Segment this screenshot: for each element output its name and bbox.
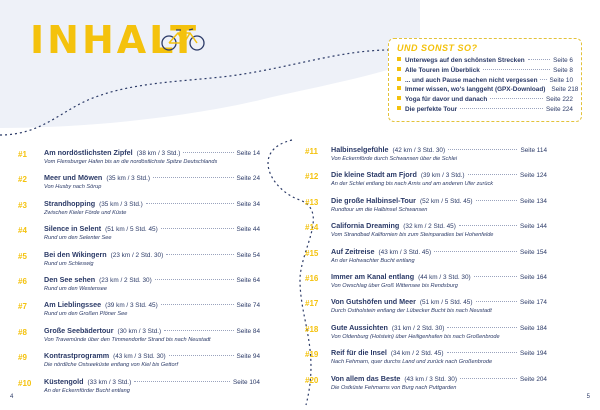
tour-description: An der Eckernförder Bucht entlang <box>44 387 130 394</box>
tour-meta: (51 km / 5 Std. 45) <box>105 226 158 234</box>
tour-page: Seite 74 <box>236 302 260 310</box>
extras-item-page: Seite 224 <box>545 105 573 113</box>
bicycle-icon <box>160 27 206 51</box>
tour-meta: (33 km / 3 Std.) <box>87 378 132 386</box>
tour-title: Am Lieblingssee <box>44 300 102 310</box>
tour-entry[interactable] <box>18 224 260 249</box>
tour-page: Seite 34 <box>236 200 260 208</box>
tour-number: #4 <box>18 226 27 236</box>
tour-number: #7 <box>18 302 27 312</box>
tour-meta: (43 km / 3 Std. 45) <box>378 248 432 256</box>
bullet-square-icon <box>397 57 401 61</box>
tour-entry[interactable] <box>18 148 260 173</box>
bullet-square-icon <box>397 96 401 100</box>
tour-meta: (35 km / 3 Std.) <box>106 175 150 183</box>
tour-entry[interactable] <box>305 272 547 297</box>
extras-item[interactable] <box>397 77 573 87</box>
tour-list-left <box>18 148 260 402</box>
tour-title: Bei den Wikingern <box>44 249 107 259</box>
page-title: INHALT <box>30 18 199 62</box>
tour-number: #15 <box>305 248 319 258</box>
extras-item[interactable] <box>397 86 579 96</box>
tour-page: Seite 204 <box>519 375 547 383</box>
tour-description: Rund um den Großen Plöner See <box>44 311 128 318</box>
tour-meta: (35 km / 3 Std.) <box>99 200 143 208</box>
tour-description: Nach Fehmarn, quer durchs Land und zurück nach Großenbrode <box>331 359 493 366</box>
tour-entry[interactable] <box>18 199 260 224</box>
tour-title: Gute Aussichten <box>331 322 388 332</box>
tour-page: Seite 64 <box>236 276 260 284</box>
tour-title: Von allem das Beste <box>331 373 401 383</box>
tour-title: Halbinselgefühle <box>331 145 389 154</box>
tour-entry[interactable] <box>18 326 260 351</box>
tour-description: Von Husby nach Sörup <box>44 184 102 191</box>
tour-page: Seite 104 <box>232 378 260 386</box>
extras-item-page: Seite 8 <box>553 66 573 74</box>
tour-page: Seite 174 <box>519 299 547 307</box>
tour-number: #3 <box>18 200 27 210</box>
bullet-square-icon <box>397 106 401 110</box>
tour-meta: (38 km / 3 Std.) <box>136 150 181 157</box>
extras-item-label: Alle Touren im Überblick <box>405 66 480 74</box>
tour-entry[interactable] <box>305 323 547 348</box>
tour-description: Rund um Schleswig <box>44 260 94 267</box>
tour-entry[interactable] <box>305 297 547 322</box>
extras-item[interactable] <box>397 96 573 106</box>
tour-title: Silence in Selent <box>44 224 102 234</box>
tour-entry[interactable] <box>305 145 547 170</box>
tour-title: Die große Halbinsel-Tour <box>331 195 416 205</box>
tour-entry[interactable] <box>305 170 547 195</box>
page-number-left: 4 <box>10 394 14 400</box>
tour-page: Seite 54 <box>236 251 260 259</box>
tour-number: #9 <box>18 353 27 363</box>
tour-description: Vom Flensburger Hafen bis an die nordöstlichste Spitze Deutschlands <box>44 159 218 165</box>
tour-description: Die nördliche Ostseeküste entlang von Kiel bis Gettorf <box>44 362 179 369</box>
tour-entry[interactable] <box>305 348 547 373</box>
tour-entry[interactable] <box>305 221 547 246</box>
tour-entry[interactable] <box>305 374 547 399</box>
tour-number: #10 <box>18 378 32 388</box>
tour-title: California Dreaming <box>331 221 400 231</box>
tour-meta: (42 km / 3 Std. 30) <box>392 147 446 154</box>
tour-description: An der Hohwachter Bucht entlang <box>331 257 415 264</box>
extras-item-page: Seite 6 <box>553 57 573 64</box>
tour-number: #8 <box>18 327 27 337</box>
tour-page: Seite 124 <box>519 172 547 180</box>
extras-box <box>388 38 582 122</box>
tour-title: Kontrastprogramm <box>44 351 110 361</box>
tour-description: Von Eckernförde durch Schwansen über die Schlei <box>331 156 458 162</box>
tour-entry[interactable] <box>18 173 260 198</box>
tour-title: Küstengold <box>44 376 84 386</box>
tour-title: Von Gutshöfen und Meer <box>331 297 416 307</box>
extras-item-label: Unterwegs auf den schönsten Strecken <box>405 57 525 64</box>
tour-number: #6 <box>18 276 27 286</box>
extras-item-label: Die perfekte Tour <box>405 105 458 113</box>
tour-meta: (39 km / 3 Std.) <box>420 172 465 180</box>
tour-meta: (34 km / 2 Std. 45) <box>390 350 444 358</box>
tour-number: #11 <box>305 147 318 156</box>
tour-meta: (39 km / 3 Std. 45) <box>105 302 158 310</box>
tour-entry[interactable] <box>18 351 260 376</box>
tour-list-right <box>305 145 547 399</box>
extras-item[interactable] <box>397 106 573 116</box>
tour-description: An der Schlei entlang bis nach Arnis und am anderen Ufer zurück <box>331 181 494 188</box>
tour-page: Seite 44 <box>236 226 260 234</box>
tour-number: #20 <box>305 375 319 385</box>
tour-page: Seite 184 <box>519 324 547 332</box>
tour-page: Seite 24 <box>236 175 260 183</box>
tour-meta: (52 km / 5 Std. 45) <box>419 197 473 205</box>
tour-entry[interactable] <box>305 196 547 221</box>
tour-description: Rund um den Westensee <box>44 285 108 292</box>
tour-page: Seite 194 <box>519 350 547 358</box>
tour-page: Seite 114 <box>520 147 547 154</box>
tour-title: Auf Zeitreise <box>331 246 375 256</box>
bullet-square-icon <box>397 77 401 81</box>
tour-entry[interactable] <box>305 247 547 272</box>
extras-item-page: Seite 218 <box>551 86 579 94</box>
tour-title: Strandhopping <box>44 198 96 208</box>
tour-number: #14 <box>305 223 319 233</box>
tour-entry[interactable] <box>18 300 260 325</box>
tour-description: Von Oldenburg (Holstein) über Heiligenhafen bis nach Großenbrode <box>331 333 500 340</box>
tour-title: Reif für die Insel <box>331 348 387 358</box>
tour-page: Seite 164 <box>519 273 547 281</box>
extras-item-label: Immer wissen, wo's langgeht (GPX-Download) <box>405 86 546 94</box>
tour-title: Große Seebädertour <box>44 325 114 335</box>
tour-description: Die Ostküste Fehmarns von Burg nach Puttgarden <box>331 384 457 391</box>
tour-description: Zwischen Kieler Förde und Küste <box>44 209 127 216</box>
tour-description: Vom Strandbad Kalifornien bis zum Steinparadies bei Hohenfelde <box>331 232 494 239</box>
tour-meta: (44 km / 3 Std. 30) <box>418 273 471 281</box>
tour-number: #1 <box>18 150 27 159</box>
tour-page: Seite 154 <box>519 248 547 256</box>
tour-number: #18 <box>305 324 319 334</box>
tour-entry[interactable] <box>18 250 260 275</box>
extras-title: UND SONST SO? <box>397 43 478 53</box>
bullet-square-icon <box>397 86 401 90</box>
tour-number: #16 <box>305 273 319 283</box>
extras-item-page: Seite 10 <box>549 76 573 84</box>
tour-title: Am nordöstlichsten Zipfel <box>44 148 133 157</box>
tour-description: Von Owschlag über Groß Wittensee bis Rendsburg <box>331 282 458 289</box>
tour-meta: (23 km / 2 Std. 30) <box>99 276 152 284</box>
tour-title: Die kleine Stadt am Fjord <box>331 170 417 180</box>
extras-item-label: Yoga für davor und danach <box>405 96 488 104</box>
tour-number: #12 <box>305 172 319 182</box>
tour-description: Rund um den Selenter See <box>44 235 112 242</box>
tour-description: Rundtour um die Halbinsel Schwansen <box>331 206 428 213</box>
tour-number: #5 <box>18 251 27 261</box>
tour-number: #17 <box>305 299 319 309</box>
tour-title: Meer und Möwen <box>44 173 103 183</box>
tour-title: Immer am Kanal entlang <box>331 271 415 281</box>
extras-item-label: ... und auch Pause machen nicht vergessen <box>405 76 538 84</box>
tour-number: #19 <box>305 350 319 360</box>
tour-description: Von Travemünde über den Timmendorfer Strand bis nach Neustadt <box>44 336 211 343</box>
tour-page: Seite 14 <box>236 150 260 157</box>
tour-number: #2 <box>18 175 27 185</box>
page-number-right: 5 <box>586 394 590 400</box>
tour-entry[interactable] <box>18 275 260 300</box>
tour-title: Den See sehen <box>44 274 96 284</box>
extras-item-page: Seite 222 <box>545 96 573 104</box>
tour-meta: (51 km / 5 Std. 45) <box>419 299 473 307</box>
tour-meta: (31 km / 2 Std. 30) <box>391 324 445 332</box>
tour-meta: (32 km / 2 Std. 45) <box>403 223 456 231</box>
tour-meta: (23 km / 2 Std. 30) <box>110 251 164 259</box>
tour-meta: (30 km / 3 Std.) <box>117 327 162 335</box>
tour-meta: (43 km / 3 Std. 30) <box>113 353 166 361</box>
tour-number: #13 <box>305 197 319 207</box>
extras-item[interactable] <box>397 67 573 77</box>
tour-page: Seite 94 <box>236 353 260 361</box>
tour-meta: (43 km / 3 Std. 30) <box>404 375 457 383</box>
bullet-square-icon <box>397 67 401 71</box>
tour-page: Seite 144 <box>519 223 547 231</box>
tour-description: Durch Ostholstein entlang der Lübecker Bucht bis nach Neustadt <box>331 308 492 315</box>
extras-item[interactable] <box>397 57 573 67</box>
tour-page: Seite 84 <box>236 327 260 335</box>
tour-page: Seite 134 <box>519 197 547 205</box>
tour-entry[interactable] <box>18 377 260 402</box>
